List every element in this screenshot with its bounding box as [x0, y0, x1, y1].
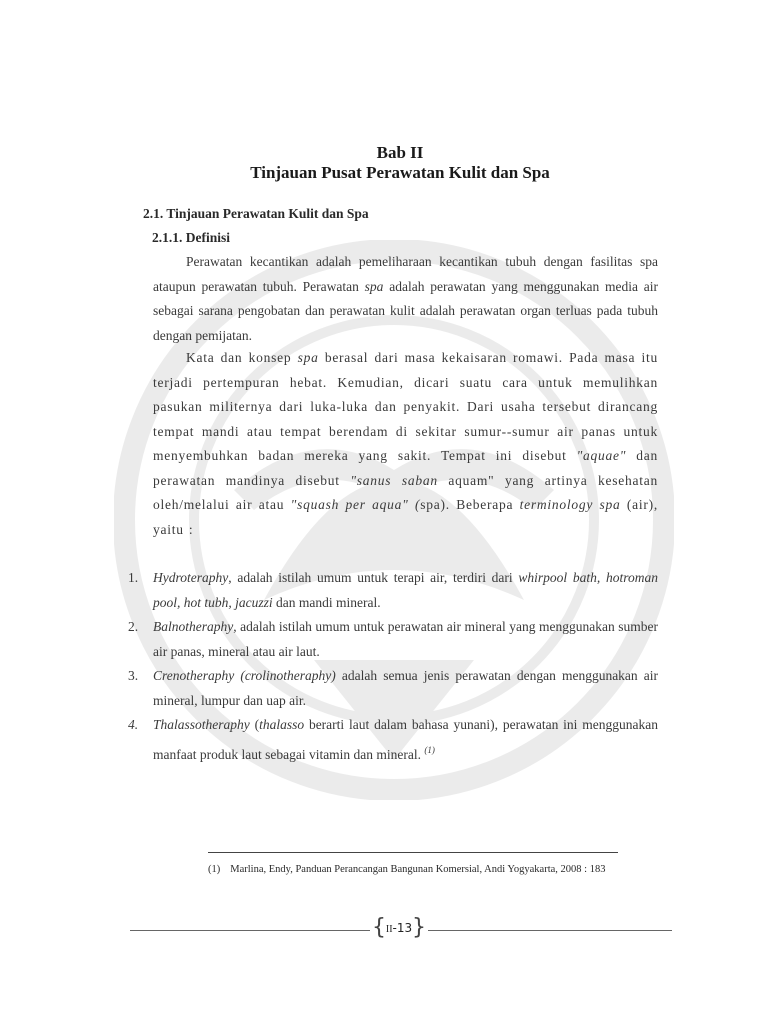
spa-terminology-list — [128, 566, 658, 767]
section-heading: 2.1. Tinjauan Perawatan Kulit dan Spa — [143, 206, 369, 221]
subsection-heading: 2.1.1. Definisi — [152, 230, 231, 245]
left-brace-icon: { — [372, 915, 386, 940]
paragraph-definition: Perawatan kecantikan adalah pemeliharaan kecantikan tubuh dengan fasilitas spa ataupun perawatan tubuh. Perawatan spa adalah perawatan yang menggunakan media air sebagai sarana pengobatan dan perawatan kulit adalah perawatan organ terluas pada tubuh dengan pemijatan. — [153, 254, 658, 343]
footnote: (1) Marlina, Endy, Panduan Perancangan Bangunan Komersial, Andi Yogyakarta, 2008 : 183 — [208, 864, 606, 875]
page-number: { II-13 } — [372, 915, 426, 940]
footnote-ref: (1) — [424, 744, 435, 755]
right-brace-icon: } — [412, 915, 426, 940]
paragraph-history: Kata dan konsep spa berasal dari masa kekaisaran romawi. Pada masa itu terjadi pertempuran hebat. Kemudian, dicari suatu cara untuk memulihkan pasukan militernya dari luka-luka dan penyakit. Dari usaha tersebut dirancang tempat mandi atau tempat berendam di sekitar sumur--sumur air panas untuk menyembuhkan badan mereka yang sakit. Tempat ini disebut "aquae" dan perawatan mandinya disebut "sanus saban aquam" yang artinya kesehatan oleh/melalui air atau "squash per aqua" (spa). Beberapa terminology spa (air), yaitu : — [153, 350, 659, 537]
footnote-divider — [208, 852, 618, 853]
list-item: 3. Crenotheraphy (crolinotheraphy) adalah semua jenis perawatan dengan menggunakan air mineral, lumpur dan uap air. — [128, 668, 658, 708]
footer-line-right — [428, 930, 672, 931]
list-item: 2. Balnotheraphy, adalah istilah umum untuk perawatan air mineral yang menggunakan sumber air panas, mineral atau air laut. — [128, 619, 658, 659]
chapter-title: Tinjauan Pusat Perawatan Kulit dan Spa — [250, 163, 550, 182]
list-item: 1. Hydroteraphy, adalah istilah umum untuk terapi air, terdiri dari whirpool bath, hotroman pool, hot tubh, jacuzzi dan mandi mineral. — [128, 570, 658, 610]
chapter-label: Bab II — [376, 143, 424, 162]
footer-line-left — [130, 930, 370, 931]
list-item: 4. Thalassotheraphy (thalasso berarti laut dalam bahasa yunani), perawatan ini menggunakan manfaat produk laut sebagai vitamin dan mineral. $^{(1)}$ — [128, 717, 658, 762]
